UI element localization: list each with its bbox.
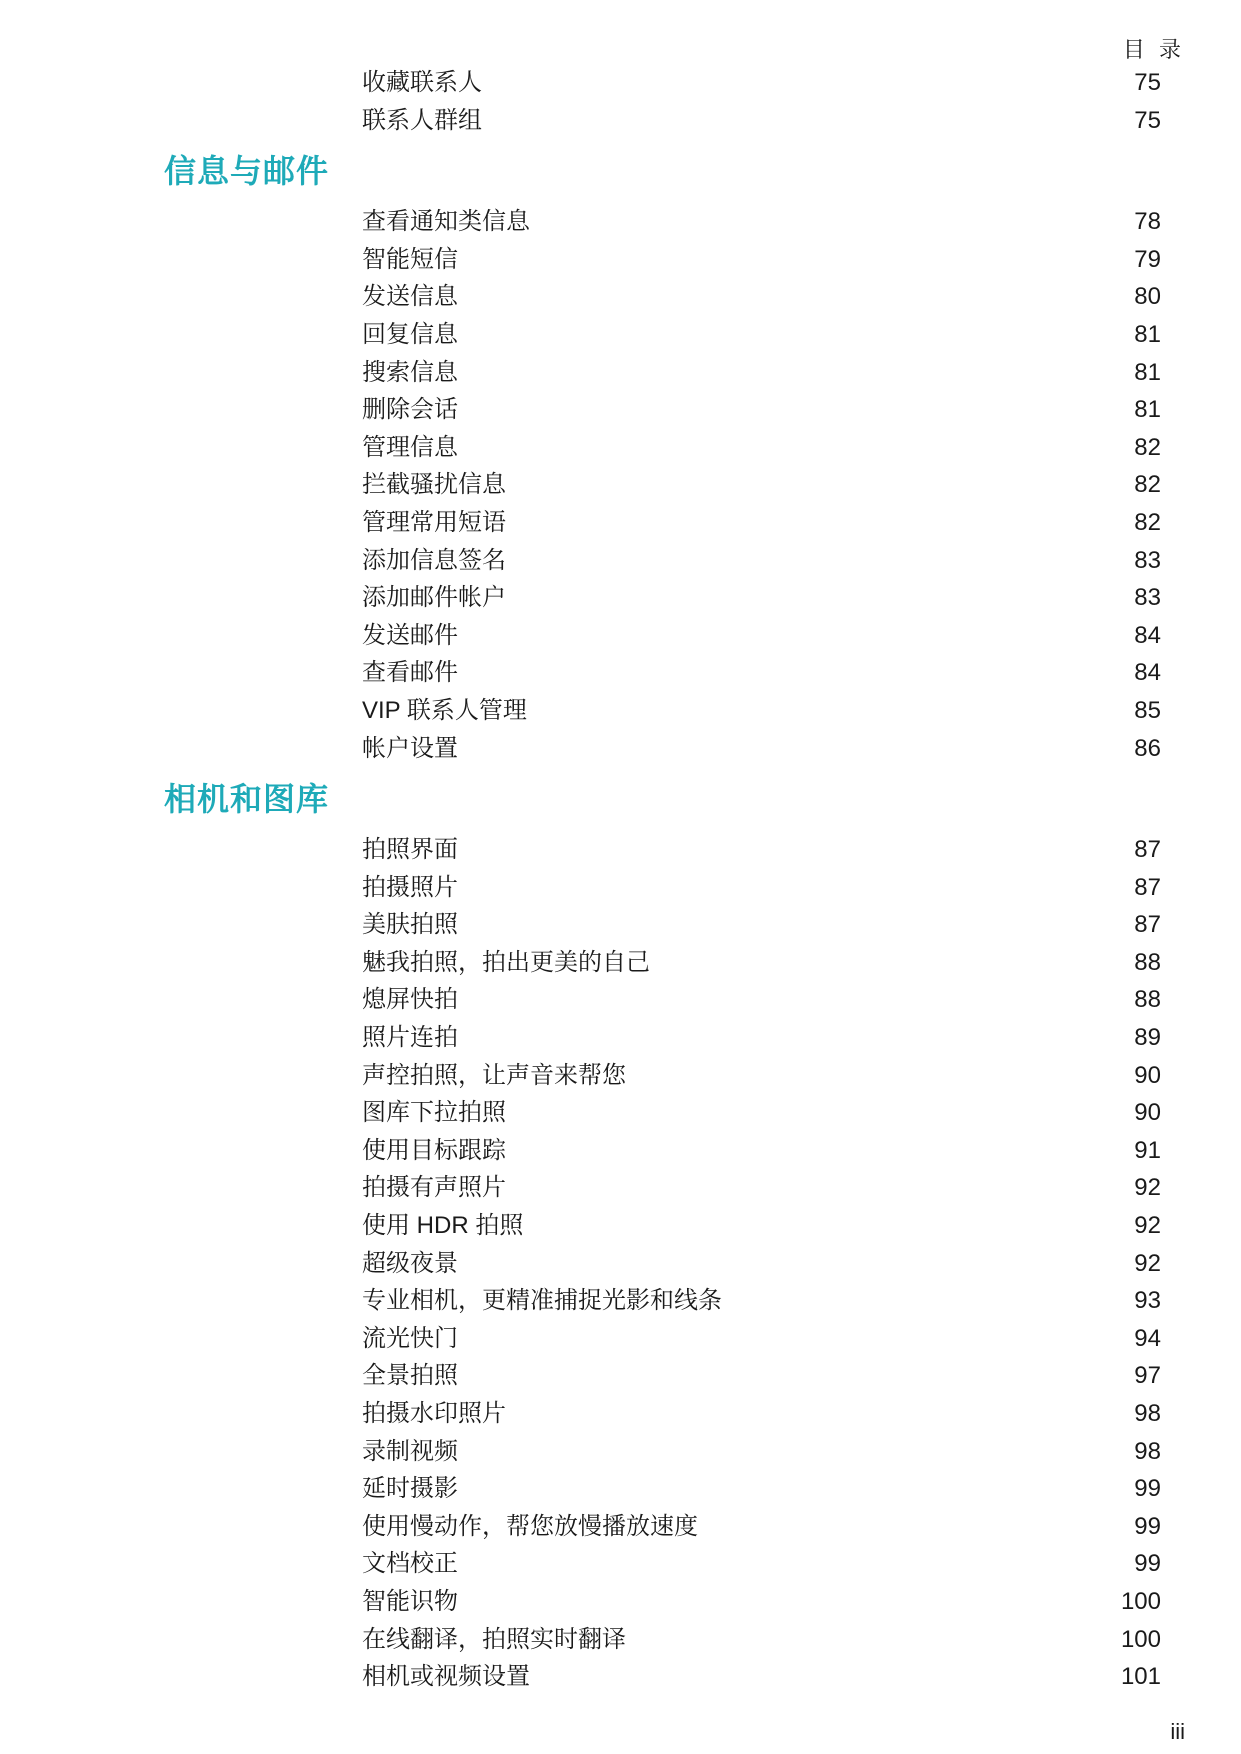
toc-entry-title: 发送邮件 [362, 621, 458, 649]
toc-entry-page: 81 [1134, 396, 1161, 424]
toc-entry-page: 81 [1134, 358, 1161, 386]
toc-entry[interactable] [0, 1094, 1241, 1132]
toc-entry-page: 82 [1134, 433, 1161, 461]
toc-entry-page: 85 [1134, 696, 1161, 724]
toc-entry[interactable] [0, 1245, 1241, 1283]
chapter-title: 信息与邮件 [164, 153, 330, 190]
toc-entry[interactable] [0, 102, 1241, 140]
toc-entry-page: 92 [1134, 1174, 1161, 1202]
toc-entry-title: 魅我拍照，拍出更美的自己 [362, 948, 650, 976]
toc-entry-title: 使用目标跟踪 [362, 1136, 506, 1164]
toc-entry-title: 添加邮件帐户 [362, 584, 506, 612]
toc-entry-title: 美肤拍照 [362, 911, 458, 939]
chapter-heading [0, 771, 1241, 831]
toc-entry[interactable] [0, 944, 1241, 982]
toc-entry[interactable] [0, 869, 1241, 907]
toc-entry-title: 智能短信 [362, 245, 458, 273]
toc-entry-page: 92 [1134, 1249, 1161, 1277]
toc-entry-page: 97 [1134, 1362, 1161, 1390]
toc-entry-title: 智能识物 [362, 1587, 458, 1615]
toc-entry[interactable] [0, 241, 1241, 279]
toc-entry-page: 78 [1134, 208, 1161, 236]
toc-entry-page: 101 [1120, 1663, 1161, 1691]
toc-entry-page: 80 [1134, 283, 1161, 311]
toc-entry[interactable] [0, 278, 1241, 316]
toc-entry-page: 87 [1134, 911, 1161, 939]
toc-entry-title: 删除会话 [362, 396, 458, 424]
toc-entry-page: 84 [1134, 621, 1161, 649]
toc-entry-title: 流光快门 [362, 1324, 458, 1352]
toc-entry-title: 使用 HDR 拍照 [362, 1212, 524, 1240]
toc-entry-page: 87 [1134, 873, 1161, 901]
toc-entry[interactable] [0, 542, 1241, 580]
toc-entry-page: 98 [1134, 1437, 1161, 1465]
toc-entry-title: 声控拍照，让声音来帮您 [362, 1061, 626, 1089]
toc-entry-title: 回复信息 [362, 320, 458, 348]
toc-entry-title: 拍摄有声照片 [362, 1174, 506, 1202]
toc-chapter-group [0, 771, 1241, 1696]
toc-entry-title: 帐户设置 [362, 734, 458, 762]
toc-entry[interactable] [0, 466, 1241, 504]
toc-entry-page: 89 [1134, 1024, 1161, 1052]
toc-entry[interactable] [0, 579, 1241, 617]
toc-chapter-group [0, 143, 1241, 767]
toc-entry[interactable] [0, 1433, 1241, 1471]
chapter-title: 相机和图库 [164, 781, 330, 818]
toc-entry-page: 87 [1134, 836, 1161, 864]
toc-entry-page: 99 [1134, 1475, 1161, 1503]
toc-entry[interactable] [0, 429, 1241, 467]
toc-entry[interactable] [0, 692, 1241, 730]
toc-entry-title: 添加信息签名 [362, 546, 506, 574]
toc-entry-page: 98 [1134, 1400, 1161, 1427]
table-of-contents [0, 64, 1241, 1696]
page-number: iii [1170, 1719, 1185, 1744]
toc-entry-title: 查看邮件 [362, 659, 458, 687]
toc-entry-title: 拍摄照片 [362, 873, 458, 901]
toc-entry[interactable] [0, 1019, 1241, 1057]
toc-entry[interactable] [0, 1357, 1241, 1395]
toc-entry[interactable] [0, 316, 1241, 354]
toc-entry-page: 99 [1134, 1550, 1161, 1578]
toc-entry[interactable] [0, 1207, 1241, 1245]
toc-entry[interactable] [0, 1395, 1241, 1433]
toc-entry-page: 83 [1134, 584, 1161, 612]
page-footer [1170, 1720, 1185, 1744]
toc-entry-page: 82 [1134, 471, 1161, 499]
toc-entry-title: 录制视频 [362, 1437, 458, 1465]
toc-entry-title: 图库下拉拍照 [362, 1099, 506, 1127]
toc-entry[interactable] [0, 617, 1241, 655]
toc-entry[interactable] [0, 654, 1241, 692]
chapter-heading [0, 143, 1241, 203]
toc-chapter-group [0, 64, 1241, 139]
toc-entry-title: 相机或视频设置 [362, 1663, 530, 1691]
toc-entry[interactable] [0, 831, 1241, 869]
toc-entry-page: 86 [1134, 734, 1161, 762]
toc-entry-page: 88 [1134, 948, 1161, 976]
toc-entry[interactable] [0, 1658, 1241, 1696]
toc-entry-title: 文档校正 [362, 1550, 458, 1578]
toc-entry[interactable] [0, 1132, 1241, 1170]
toc-entry-title: 延时摄影 [362, 1475, 458, 1503]
toc-entry-title: 全景拍照 [362, 1362, 458, 1390]
toc-entry[interactable] [0, 1583, 1241, 1621]
toc-entry-title: 发送信息 [362, 283, 458, 311]
toc-entry-title: 使用慢动作，帮您放慢播放速度 [362, 1512, 698, 1540]
toc-entry-title: 联系人群组 [362, 106, 482, 134]
toc-entry-title: 拦截骚扰信息 [362, 471, 506, 499]
toc-entry-title: 查看通知类信息 [362, 208, 530, 236]
toc-entry[interactable] [0, 504, 1241, 542]
toc-entry-title: 收藏联系人 [362, 69, 482, 96]
toc-entry-page: 88 [1134, 986, 1161, 1014]
toc-entry-title: 熄屏快拍 [362, 986, 458, 1014]
toc-entry-title: 管理常用短语 [362, 508, 506, 536]
toc-entry-page: 82 [1134, 508, 1161, 536]
toc-entry-page: 83 [1134, 546, 1161, 574]
page-header [1123, 36, 1185, 64]
toc-entry[interactable] [0, 1282, 1241, 1320]
toc-entry[interactable] [0, 203, 1241, 241]
toc-entry-title: VIP 联系人管理 [362, 696, 527, 724]
toc-entry[interactable] [0, 906, 1241, 944]
toc-entry[interactable] [0, 1508, 1241, 1546]
toc-entry[interactable] [0, 64, 1241, 102]
toc-entry-title: 管理信息 [362, 433, 458, 461]
toc-entry-title: 拍摄水印照片 [362, 1400, 506, 1427]
toc-entry[interactable] [0, 1320, 1241, 1358]
toc-entry[interactable] [0, 1057, 1241, 1095]
toc-entry[interactable] [0, 730, 1241, 768]
toc-entry-page: 100 [1120, 1625, 1161, 1653]
toc-entry[interactable] [0, 391, 1241, 429]
toc-entry[interactable] [0, 981, 1241, 1019]
toc-entry-page: 90 [1134, 1099, 1161, 1127]
toc-entry[interactable] [0, 1621, 1241, 1659]
toc-entry-page: 94 [1134, 1324, 1161, 1352]
toc-entry-page: 92 [1134, 1212, 1161, 1240]
toc-entry-page: 93 [1134, 1287, 1161, 1315]
toc-entry[interactable] [0, 1545, 1241, 1583]
toc-entry[interactable] [0, 1470, 1241, 1508]
toc-entry[interactable] [0, 354, 1241, 392]
toc-header-label: 目 录 [1122, 37, 1185, 62]
toc-entry-page: 91 [1134, 1136, 1161, 1164]
toc-entry-title: 拍照界面 [362, 836, 458, 864]
toc-entry-page: 100 [1120, 1587, 1161, 1615]
toc-entry-page: 79 [1134, 245, 1161, 273]
toc-entry-title: 照片连拍 [362, 1024, 458, 1052]
toc-entry-page: 75 [1134, 69, 1161, 96]
toc-entry-title: 专业相机，更精准捕捉光影和线条 [362, 1287, 722, 1315]
toc-entry[interactable] [0, 1169, 1241, 1207]
toc-entry-page: 99 [1134, 1512, 1161, 1540]
toc-entry-page: 84 [1134, 659, 1161, 687]
toc-entry-title: 搜索信息 [362, 358, 458, 386]
toc-entry-page: 81 [1134, 320, 1161, 348]
toc-entry-page: 75 [1134, 106, 1161, 134]
toc-entry-title: 在线翻译，拍照实时翻译 [362, 1625, 626, 1653]
toc-entry-title: 超级夜景 [362, 1249, 458, 1277]
toc-entry-page: 90 [1134, 1061, 1161, 1089]
